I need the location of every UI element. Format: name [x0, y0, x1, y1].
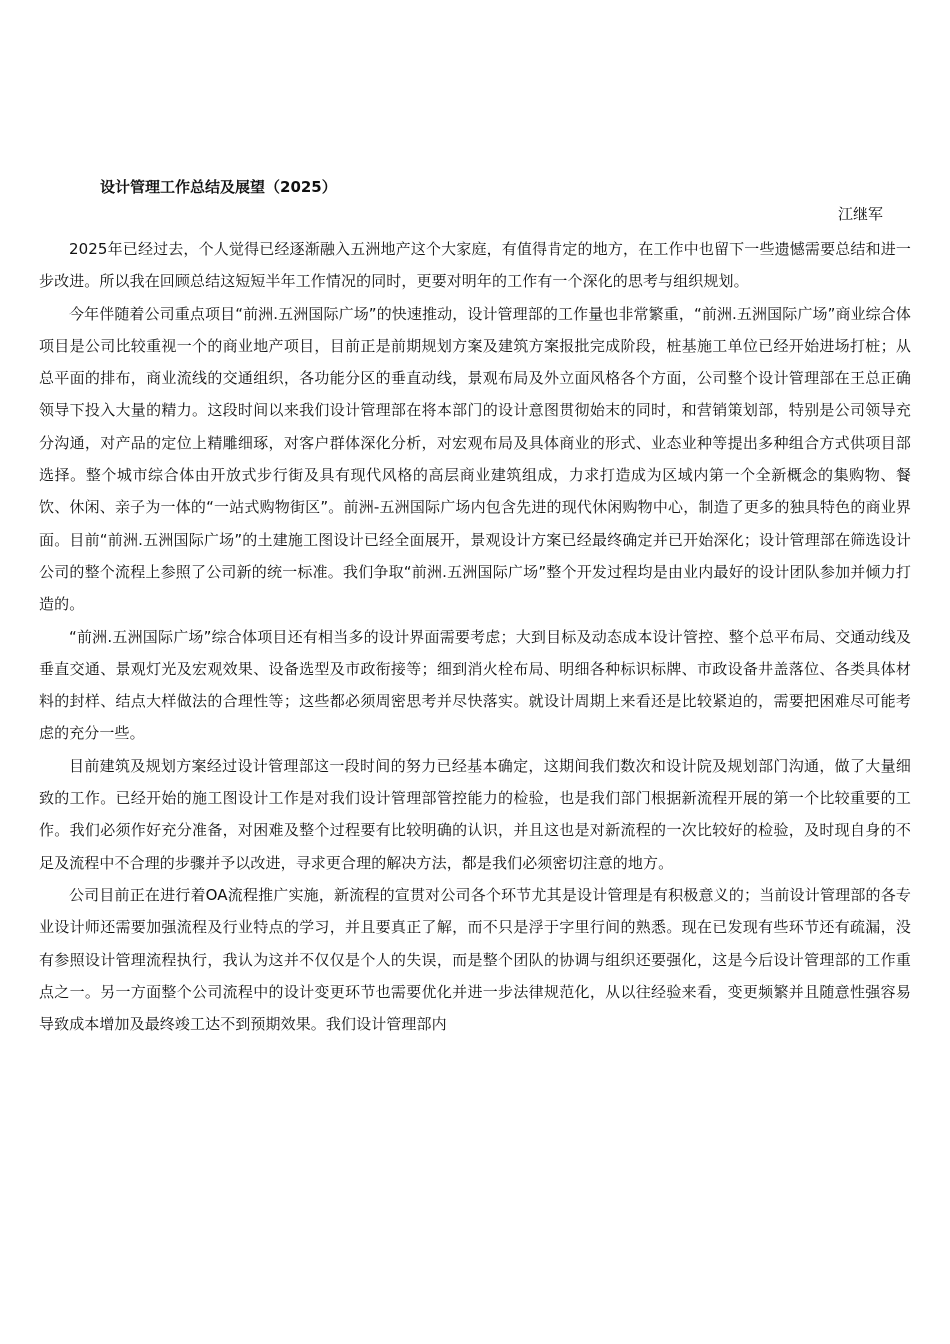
paragraph-design-interfaces: “前洲.五洲国际广场”综合体项目还有相当多的设计界面需要考虑；大到目标及动态成本设计管控、整个总平布局、交通动线及垂直交通、景观灯光及宏观效果、设备选型及市政衔接等；细到消火栓布局、明细各种标识标牌、市政设备井盖落位、各类具体材料的封样、结点大样做法的合理性等；这些都必须周密思考并尽快落实。就设计周期上来看还是比较紧迫的，需要把困难尽可能考虑的充分一些。 — [39, 627, 911, 743]
paragraph-intro: 2025年已经过去，个人觉得已经逐渐融入五洲地产这个大家庭，有值得肯定的地方，在工作中也留下一些遗憾需要总结和进一步改进。所以我在回顾总结这短短半年工作情况的同时，更要对明年的工作有一个深化的思考与组织规划。 — [39, 240, 911, 291]
paragraph-construction-drawings: 目前建筑及规划方案经过设计管理部这一段时间的努力已经基本确定，这期间我们数次和设计院及规划部门沟通，做了大量细致的工作。已经开始的施工图设计工作是对我们设计管理部管控能力的检验，也是我们部门根据新流程开展的第一个比较重要的工作。我们必须作好充分准备，对困难及整个过程要有比较明确的认识，并且这也是对新流程的一次比较好的检验，及时现自身的不足及流程中不合理的步骤并予以改进，寻求更合理的解决方法，都是我们必须密切注意的地方。 — [39, 756, 911, 872]
paragraph-oa-process: 公司目前正在进行着OA流程推广实施，新流程的宣贯对公司各个环节尤其是设计管理是有积极意义的；当前设计管理部的各专业设计师还需要加强流程及行业特点的学习，并且要真正了解，而不只是浮于字里行间的熟悉。现在已发现有些环节还有疏漏，没有参照设计管理流程执行，我认为这并不仅仅是个人的失误，而是整个团队的协调与组织还要强化，这是今后设计管理部的工作重点之一。另一方面整个公司流程中的设计变更环节也需要优化并进一步法律规范化，从以往经验来看，变更频繁并且随意性强容易导致成本增加及最终竣工达不到预期效果。我们设计管理部内 — [39, 885, 911, 1034]
document-body — [39, 233, 911, 1040]
paragraph-project-progress: 今年伴随着公司重点项目“前洲.五洲国际广场”的快速推动，设计管理部的工作量也非常繁重，“前洲.五洲国际广场”商业综合体项目是公司比较重视一个的商业地产项目，目前正是前期规划方案及建筑方案报批完成阶段，桩基施工单位已经开始进场打桩；从总平面的排布，商业流线的交通组织，各功能分区的垂直动线，景观布局及外立面风格各个方面，公司整个设计管理部在王总正确领导下投入大量的精力。这段时间以来我们设计管理部在将本部门的设计意图贯彻始末的同时，和营销策划部，特别是公司领导充分沟通，对产品的定位上精雕细琢，对客户群体深化分析，对宏观布局及具体商业的形式、业态业种等提出多种组合方式供项目部选择。整个城市综合体由开放式步行街及具有现代风格的高层商业建筑组成，力求打造成为区域内第一个全新概念的集购物、餐饮、休闲、亲子为一体的“一站式购物街区”。前洲-五洲国际广场内包含先进的现代休闲购物中心，制造了更多的独具特色的商业界面。目前“前洲.五洲国际广场”的土建施工图设计已经全面展开，景观设计方案已经最终确定并已开始深化；设计管理部在筛选设计公司的整个流程上参照了公司新的统一标准。我们争取“前洲.五洲国际广场”整个开发过程均是由业内最好的设计团队参加并倾力打造的。 — [39, 304, 911, 614]
document-author: 江继军 — [837, 205, 883, 223]
document-title: 设计管理工作总结及展望（2025） — [100, 178, 337, 196]
